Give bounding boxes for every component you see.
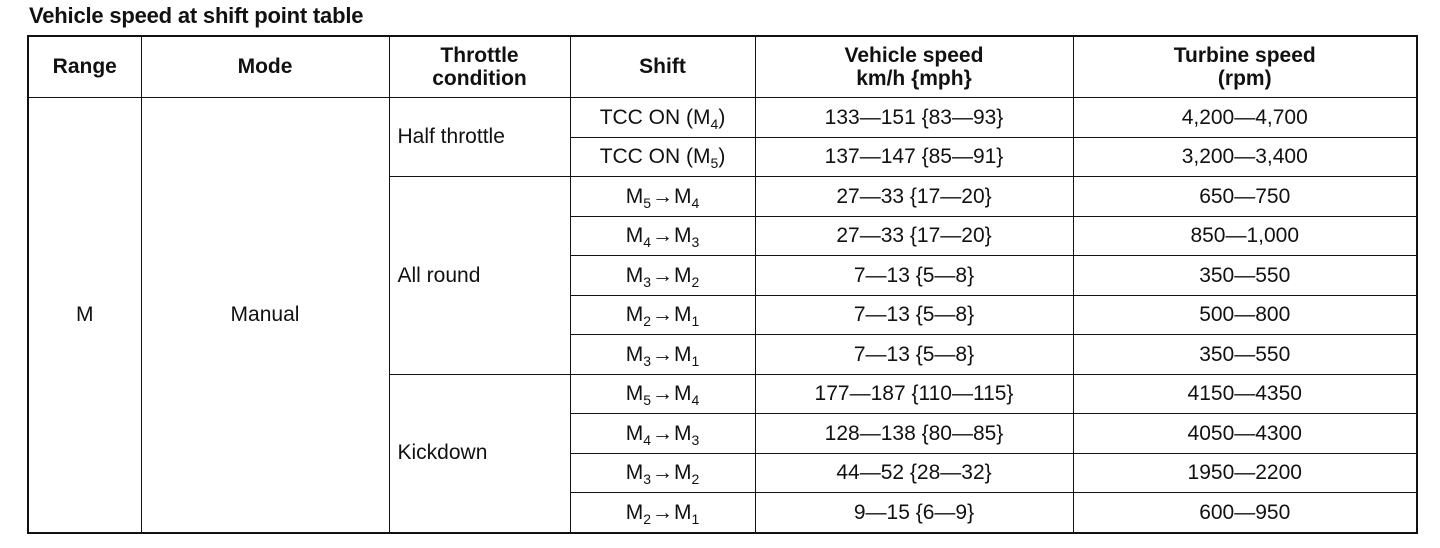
shift-cell xyxy=(570,137,755,177)
header-turbine-speed xyxy=(1073,36,1417,98)
shift-cell xyxy=(570,216,755,256)
shift-subscript: 4 xyxy=(710,115,719,132)
header-shift: Shift xyxy=(570,36,755,98)
vehicle-speed-cell: 27—33 {17—20} xyxy=(755,216,1073,256)
shift-from-gear: M xyxy=(625,461,644,485)
header-vehicle-line1: Vehicle speed xyxy=(844,43,984,67)
vehicle-speed-cell: 7—13 {5—8} xyxy=(755,256,1073,296)
shift-cell xyxy=(570,335,755,375)
vehicle-speed-cell: 177—187 {110—115} xyxy=(755,374,1073,414)
turbine-speed-cell: 850—1,000 xyxy=(1073,216,1417,256)
shift-from-subscript: 2 xyxy=(643,510,651,527)
turbine-speed-cell: 3,200—3,400 xyxy=(1073,137,1417,177)
header-vehicle-line2: km/h {mph} xyxy=(856,67,972,90)
shift-arrow-icon: → xyxy=(652,342,673,366)
shift-to-subscript: 4 xyxy=(691,392,700,409)
throttle-condition-cell: All round xyxy=(389,177,570,375)
turbine-speed-cell: 1950—2200 xyxy=(1073,453,1417,493)
shift-to-gear: M xyxy=(674,342,692,366)
shift-to-gear: M xyxy=(674,500,692,524)
shift-cell xyxy=(570,414,755,454)
shift-point-table xyxy=(27,35,1418,534)
shift-from-gear: M xyxy=(625,342,644,366)
shift-to-gear: M xyxy=(674,421,692,445)
header-range: Range xyxy=(28,36,141,98)
turbine-speed-cell: 350—550 xyxy=(1073,335,1417,375)
vehicle-speed-cell: 7—13 {5—8} xyxy=(755,335,1073,375)
shift-from-gear: M xyxy=(625,421,644,445)
shift-to-gear: M xyxy=(674,184,692,208)
shift-cell xyxy=(570,295,755,335)
shift-cell xyxy=(570,177,755,217)
table-row xyxy=(28,98,1417,138)
header-throttle-line2: condition xyxy=(432,67,527,90)
shift-arrow-icon: → xyxy=(652,500,673,524)
shift-cell xyxy=(570,98,755,138)
shift-from-subscript: 4 xyxy=(643,234,651,251)
header-turbine-line2: (rpm) xyxy=(1217,67,1272,90)
turbine-speed-cell: 650—750 xyxy=(1073,177,1417,217)
shift-from-gear: M xyxy=(625,303,644,327)
shift-close-paren: ) xyxy=(718,145,726,169)
vehicle-speed-cell: 128—138 {80—85} xyxy=(755,414,1073,454)
table-header-row xyxy=(28,36,1417,98)
header-mode: Mode xyxy=(141,36,389,98)
vehicle-speed-cell: 137—147 {85—91} xyxy=(755,137,1073,177)
shift-to-subscript: 1 xyxy=(691,352,700,369)
shift-label: TCC ON (M xyxy=(599,145,711,169)
shift-to-subscript: 4 xyxy=(691,194,700,211)
mode-cell: Manual xyxy=(141,98,389,533)
shift-to-gear: M xyxy=(674,382,692,406)
vehicle-speed-cell: 44—52 {28—32} xyxy=(755,453,1073,493)
shift-arrow-icon: → xyxy=(652,421,673,445)
turbine-speed-cell: 600—950 xyxy=(1073,493,1417,533)
shift-from-subscript: 5 xyxy=(643,392,651,409)
shift-cell xyxy=(570,256,755,296)
turbine-speed-cell: 500—800 xyxy=(1073,295,1417,335)
vehicle-speed-cell: 7—13 {5—8} xyxy=(755,295,1073,335)
shift-to-gear: M xyxy=(674,303,692,327)
shift-to-subscript: 3 xyxy=(691,234,700,251)
shift-to-gear: M xyxy=(674,263,692,287)
shift-to-subscript: 2 xyxy=(691,273,700,290)
shift-arrow-icon: → xyxy=(652,303,673,327)
shift-cell xyxy=(570,453,755,493)
range-cell: M xyxy=(28,98,141,533)
throttle-condition-cell: Half throttle xyxy=(389,98,570,177)
shift-to-subscript: 3 xyxy=(691,431,700,448)
turbine-speed-cell: 4,200—4,700 xyxy=(1073,98,1417,138)
vehicle-speed-cell: 27—33 {17—20} xyxy=(755,177,1073,217)
header-turbine-line1: Turbine speed xyxy=(1173,43,1316,67)
vehicle-speed-cell: 9—15 {6—9} xyxy=(755,493,1073,533)
shift-arrow-icon: → xyxy=(652,263,673,287)
header-vehicle-speed xyxy=(755,36,1073,98)
shift-to-subscript: 1 xyxy=(691,313,700,330)
turbine-speed-cell: 4150—4350 xyxy=(1073,374,1417,414)
shift-from-gear: M xyxy=(625,500,644,524)
shift-from-subscript: 3 xyxy=(643,273,651,290)
shift-from-subscript: 3 xyxy=(643,352,651,369)
shift-from-gear: M xyxy=(625,263,644,287)
shift-from-gear: M xyxy=(625,382,644,406)
shift-cell xyxy=(570,374,755,414)
shift-subscript: 5 xyxy=(710,155,719,172)
shift-arrow-icon: → xyxy=(652,382,673,406)
shift-to-gear: M xyxy=(674,224,692,248)
shift-from-subscript: 2 xyxy=(643,313,651,330)
shift-cell xyxy=(570,493,755,533)
page-title: Vehicle speed at shift point table xyxy=(29,3,364,28)
shift-to-gear: M xyxy=(674,461,692,485)
shift-from-subscript: 5 xyxy=(643,194,651,211)
shift-arrow-icon: → xyxy=(652,184,673,208)
shift-to-subscript: 1 xyxy=(691,510,700,527)
shift-arrow-icon: → xyxy=(652,461,673,485)
shift-arrow-icon: → xyxy=(652,224,673,248)
header-throttle-line1: Throttle xyxy=(440,43,519,67)
shift-from-subscript: 3 xyxy=(643,471,651,488)
shift-from-subscript: 4 xyxy=(643,431,651,448)
throttle-condition-cell: Kickdown xyxy=(389,374,570,533)
shift-label: TCC ON (M xyxy=(599,105,711,129)
turbine-speed-cell: 350—550 xyxy=(1073,256,1417,296)
shift-from-gear: M xyxy=(625,184,644,208)
shift-from-gear: M xyxy=(625,224,644,248)
shift-to-subscript: 2 xyxy=(691,471,700,488)
header-throttle-condition xyxy=(389,36,570,98)
turbine-speed-cell: 4050—4300 xyxy=(1073,414,1417,454)
vehicle-speed-cell: 133—151 {83—93} xyxy=(755,98,1073,138)
shift-close-paren: ) xyxy=(718,105,726,129)
